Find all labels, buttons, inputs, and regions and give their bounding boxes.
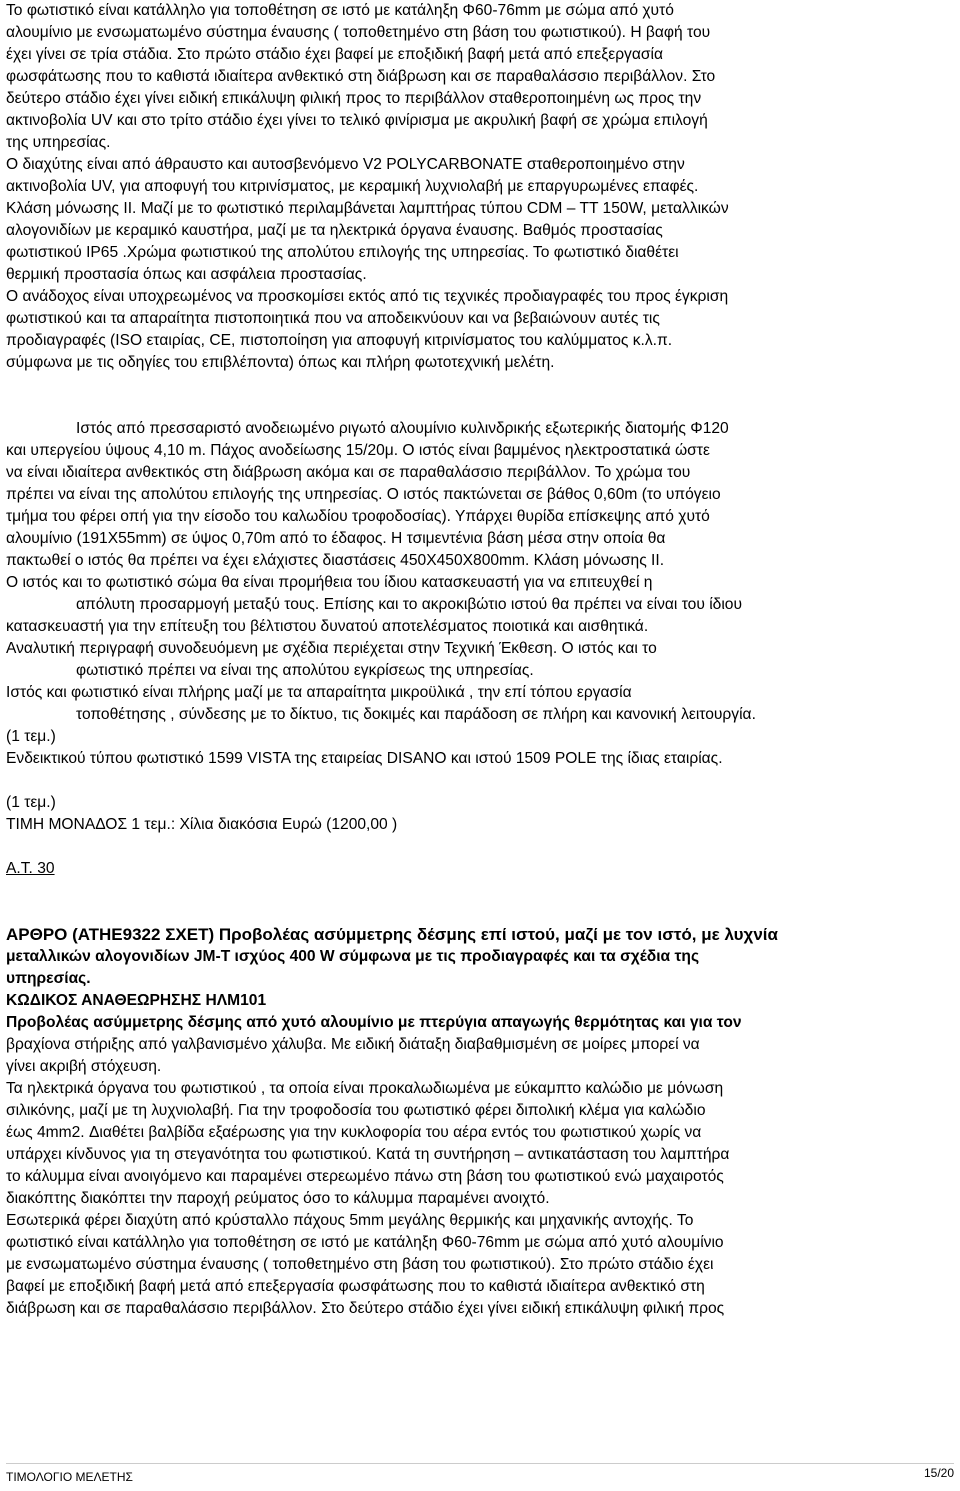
text-line: βαφεί με εποξιδική βαφή μετά από επεξεργασία φωσφάτωσης που το καθιστά ιδιαίτερα ανθεκτικό στη <box>6 1278 705 1295</box>
text-line: Ο ιστός και το φωτιστικό σώμα θα είναι προμήθεια του ίδιου κατασκευαστή για να επιτευχθεί η <box>6 574 653 591</box>
article-title: υπηρεσίας. <box>6 970 91 987</box>
text-line: φωσφάτωσης που το καθιστά ιδιαίτερα ανθεκτικό στη διάβρωση και σε παραθαλάσσιο περιβάλλον. Στο <box>6 68 716 85</box>
text-line: φωτιστικού και τα απαραίτητα πιστοποιητικά που να αποδεικνύουν και να βεβαιώνουν αυτές τις <box>6 310 660 327</box>
text-line: προδιαγραφές (ISO εταιρίας, CE, πιστοποίηση για αποφυγή κιτρινίσματος του καλύμματος κ.λ.π. <box>6 332 673 349</box>
text-line: γίνει ακριβή στόχευση. <box>6 1058 162 1075</box>
text-line: φωτιστικό πρέπει να είναι της απολύτου εγκρίσεως της υπηρεσίας. <box>76 662 534 679</box>
text-line: φωτιστικό είναι κατάλληλο για τοποθέτηση σε ιστό με κατάληξη Φ60-76mm με σώμα από χυτό αλουμίνιο <box>6 1234 724 1251</box>
text-line: κατασκευαστή για την επίτευξη του βέλτιστου δυνατού αποτελέσματος ποιοτικά και αισθητικά. <box>6 618 649 635</box>
text-line: πρέπει να είναι της απολύτου επιλογής της υπηρεσίας. Ο ιστός πακτώνεται σε βάθος 0,60m (το υπόγειο <box>6 486 721 503</box>
text-line: Το φωτιστικό είναι κατάλληλο για τοποθέτηση σε ιστό με κατάληξη Φ60-76mm με σώμα από χυτό <box>6 2 674 19</box>
text-line: (1 τεμ.) <box>6 728 56 745</box>
text-line: Κλάση μόνωσης ΙΙ. Μαζί με το φωτιστικό περιλαμβάνεται λαμπτήρας τύπου CDM – TT 150W, μεταλλικών <box>6 200 729 217</box>
text-line: Ο ανάδοχος είναι υποχρεωμένος να προσκομίσει εκτός από τις τεχνικές προδιαγραφές του προς έγκριση <box>6 288 729 305</box>
text-line: Αναλυτική περιγραφή συνοδευόμενη με σχέδια περιέχεται στην Τεχνική Έκθεση. Ο ιστός και το <box>6 640 657 657</box>
text-line: αλογονιδίων με κεραμικό καυστήρα, μαζί με τα ηλεκτρικά όργανα έναυσης. Βαθμός προστασίας <box>6 222 663 239</box>
text-line: ΤΙΜΗ ΜΟΝΑΔΟΣ 1 τεμ.: Χίλια διακόσια Ευρώ (1200,00 ) <box>6 816 398 833</box>
text-line: της υπηρεσίας. <box>6 134 111 151</box>
text-line: και υπεργείου ύψους 4,10 m. Πάχος ανοδείωσης 15/20μ. Ο ιστός είναι βαμμένος ηλεκτροστατικά ώστε <box>6 442 710 459</box>
text-line: Ο διαχύτης είναι από άθραυστο και αυτοσβενόμενο V2 POLYCARBONATE σταθεροποιημένο στην <box>6 156 685 173</box>
article-number: ΑΡΘΡΟ (ΑΤΗΕ9322 ΣΧΕΤ) Προβολέας ασύμμετρης δέσμης επί ιστού, μαζί με τον ιστό, με λυχνία <box>6 925 778 944</box>
text-line: με ενσωματωμένο σύστημα έναυσης ( τοποθετημένο στη βάση του φωτιστικού). Στο πρώτο στάδιο έχει <box>6 1256 714 1273</box>
text-line: πακτωθεί ο ιστός θα πρέπει να έχει ελάχιστες διαστάσεις 450Χ450Χ800mm. Κλάση μόνωσης ΙΙ. <box>6 552 665 569</box>
text-line: αλουμίνιο με ενσωματωμένο σύστημα έναυσης ( τοποθετημένο στη βάση του φωτιστικού). Η βαφή του <box>6 24 711 41</box>
text-line: διάβρωση και σε παραθαλάσσιο περιβάλλον. Στο δεύτερο στάδιο έχει γίνει ειδική επικάλυψη φιλική προς <box>6 1300 725 1317</box>
text-line: διακόπτης διακόπτει την παροχή ρεύματος όσο το κάλυμμα παραμένει ανοιχτό. <box>6 1190 550 1207</box>
revision-code: Προβολέας ασύμμετρης δέσμης από χυτό αλουμίνιο με πτερύγια απαγωγής θερμότητας και για τον <box>6 1014 742 1031</box>
footer-title: ΤΙΜΟΛΟΓΙΟ ΜΕΛΕΤΗΣ <box>6 1470 133 1484</box>
text-line: απόλυτη προσαρμογή μεταξύ τους. Επίσης και το ακροκιβώτιο ιστού θα πρέπει να είναι του ίδιου <box>76 596 743 613</box>
text-line: (1 τεμ.) <box>6 794 56 811</box>
text-line: Ιστός και φωτιστικό είναι πλήρης μαζί με τα απαραίτητα μικροϋλικά , την επί τόπου εργασία <box>6 684 632 701</box>
text-line: σιλικόνης, μαζί με τη λυχνιολαβή. Για την τροφοδοσία του φωτιστικό φέρει διπολική κλέμα για καλώδιο <box>6 1102 706 1119</box>
footer-divider <box>6 1463 954 1464</box>
text-line: υπάρχει κίνδυνος για τη στεγανότητα του φωτιστικού. Κατά τη συντήρηση – αντικατάσταση του λαμπτήρα <box>6 1146 730 1163</box>
text-line: τμήμα του φέρει οπή για την είσοδο του καλωδίου τροφοδοσίας). Υπάρχει θυρίδα επίσκεψης από χυτό <box>6 508 710 525</box>
text-line: ακτινοβολία UV, για αποφυγή του κιτρινίσματος, με κεραμική λυχνιολαβή με επαργυρωμένες επαφές. <box>6 178 699 195</box>
text-line: Ιστός από πρεσσαριστό ανοδειωμένο ριγωτό αλουμίνιο κυλινδρικής εξωτερικής διατομής Φ120 <box>76 420 729 437</box>
text-line: Εσωτερικά φέρει διαχύτη από κρύσταλλο πάχους 5mm μεγάλης θερμικής και μηχανικής αντοχής. Το <box>6 1212 694 1229</box>
text-line: θερμική προστασία όπως και ασφάλεια προστασίας. <box>6 266 367 283</box>
text-line: ακτινοβολία UV και στο τρίτο στάδιο έχει γίνει το τελικό φινίρισμα με ακρυλική βαφή σε χρώμα επιλογή <box>6 112 708 129</box>
text-line: το κάλυμμα είναι ανοιγόμενο και παραμένει στερεωμένο πάνω στη βάση του φωτιστικού ενώ μαχαιροτός <box>6 1168 724 1185</box>
text-line: φωτιστικού IP65 .Χρώμα φωτιστικού της απολύτου επιλογής της υπηρεσίας. Το φωτιστικό διαθέτει <box>6 244 679 261</box>
text-line: Τα ηλεκτρικά όργανα του φωτιστικού , τα οποία είναι προκαλωδιωμένα με εύκαμπτο καλώδιο με μόνωση <box>6 1080 724 1097</box>
text-line: Ενδεικτικού τύπου φωτιστικό 1599 VISTA της εταιρείας DISANO και ιστού 1509 POLE της ίδιας εταιρίας. <box>6 750 723 767</box>
text-line: έως 4mm2. Διαθέτει βαλβίδα εξαέρωσης για την κυκλοφορία του αέρα εντός του φωτιστικού χωρίς να <box>6 1124 702 1141</box>
text-line: τοποθέτησης , σύνδεσης με το δίκτυο, τις δοκιμές και παράδοση σε πλήρη και κανονική λειτουργία. <box>76 706 756 723</box>
text-line: βραχίονα στήριξης από γαλβανισμένο χάλυβα. Με ειδική διάταξη διαβαθμισμένη σε μοίρες μπορεί να <box>6 1036 700 1053</box>
article-title: ΚΩΔΙΚΟΣ ΑΝΑΘΕΩΡΗΣΗΣ ΗΛΜ101 <box>6 992 267 1009</box>
text-line: να είναι ιδιαίτερα ανθεκτικός στη διάβρωση ακόμα και σε παραθαλάσσιο περιβάλλον. Το χρώμα του <box>6 464 691 481</box>
page-number: 15/20 <box>923 1466 954 1480</box>
article-title: μεταλλικών αλογονιδίων JM-T ισχύος 400 W σύμφωνα με τις προδιαγραφές και τα σχέδια της <box>6 948 700 965</box>
unit-price: Α.Τ. 30 <box>6 860 55 877</box>
text-line: σύμφωνα με τις οδηγίες του επιβλέποντα) όπως και πλήρη φωτοτεχνική μελέτη. <box>6 354 555 371</box>
text-line: έχει γίνει σε τρία στάδια. Στο πρώτο στάδιο έχει βαφεί με εποξιδική βαφή μετά από επεξεργασία <box>6 46 663 63</box>
text-line: δεύτερο στάδιο έχει γίνει ειδική επικάλυψη φιλική προς το περιβάλλον σταθεροποιημένη ως προς την <box>6 90 702 107</box>
text-line: αλουμίνιο (191Χ55mm) σε ύψος 0,70m από το έδαφος. Η τσιμεντένια βάση μέσα στην οποία θα <box>6 530 666 547</box>
